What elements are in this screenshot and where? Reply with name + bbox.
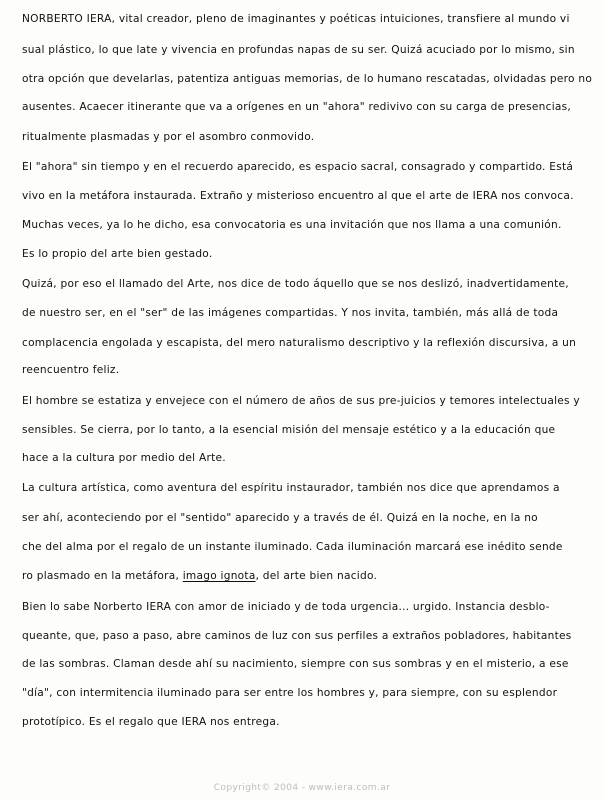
text-line: La cultura artística, como aventura del espíritu instaurador, también nos dice que aprendamos a xyxy=(22,482,560,494)
text-line: che del alma por el regalo de un instante iluminado. Cada iluminación marcará ese inédito sende xyxy=(22,541,563,553)
copyright-footer: Copyright© 2004 - www.iera.com.ar xyxy=(213,783,391,793)
text-line: ser ahí, aconteciendo por el "sentido" aparecido y a través de él. Quizá en la noche, en la no xyxy=(22,512,538,524)
text-line: Muchas veces, ya lo he dicho, esa convocatoria es una invitación que nos llama a una comunión. xyxy=(22,219,562,231)
text-line: de nuestro ser, en el "ser" de las imágenes compartidas. Y nos invita, también, más allá de toda xyxy=(22,307,559,319)
text-line: complacencia engolada y escapista, del mero naturalismo descriptivo y la reflexión discursiva, a un xyxy=(22,337,577,349)
text-line: Quizá, por eso el llamado del Arte, nos dice de todo áquello que se nos deslizó, inadvertidamente, xyxy=(22,278,569,290)
text-line: reencuentro feliz. xyxy=(22,364,120,376)
text-line: El hombre se estatiza y envejece con el número de años de sus pre-juicios y temores intelectuales y xyxy=(22,395,580,407)
text-line: de las sombras. Claman desde ahí su nacimiento, siempre con sus sombras y en el misterio, a ese xyxy=(22,658,569,670)
underlined-phrase: imago ignota xyxy=(182,570,256,582)
text-line: Es lo propio del arte bien gestado. xyxy=(22,248,213,260)
text-line: El "ahora" sin tiempo y en el recuerdo aparecido, es espacio sacral, consagrado y compartido. Está xyxy=(22,161,574,173)
text-line: sensibles. Se cierra, por lo tanto, a la esencial misión del mensaje estético y a la educación que xyxy=(22,424,556,436)
text-line: hace a la cultura por medio del Arte. xyxy=(22,452,226,464)
text-line: ritualmente plasmadas y por el asombro conmovido. xyxy=(22,131,315,143)
text-line: ausentes. Acaecer itinerante que va a orígenes en un "ahora" redivivo con su carga de presencias, xyxy=(22,101,572,113)
text-line: prototípico. Es el regalo que IERA nos entrega. xyxy=(22,716,280,728)
text-line: sual plástico, lo que late y vivencia en profundas napas de su ser. Quizá acuciado por lo mismo, sin xyxy=(22,44,575,56)
text-line: vivo en la metáfora instaurada. Extraño y misterioso encuentro al que el arte de IERA nos convoca. xyxy=(22,190,574,202)
text-line: queante, que, paso a paso, abre caminos de luz con sus perfiles a extraños pobladores, habitantes xyxy=(22,630,572,642)
text-line: otra opción que develarlas, patentiza antiguas memorias, de lo humano rescatadas, olvidadas pero no xyxy=(22,73,593,85)
text-line: NORBERTO IERA, vital creador, pleno de imaginantes y poéticas intuiciones, transfiere al mundo vi xyxy=(22,13,570,25)
text-line: "día", con intermitencia iluminado para ser entre los hombres y, para siempre, con su esplendor xyxy=(22,687,558,699)
text-line: ro plasmado en la metáfora, imago ignota, del arte bien nacido. xyxy=(22,570,378,582)
text-line: Bien lo sabe Norberto IERA con amor de iniciado y de toda urgencia... urgido. Instancia desblo- xyxy=(22,601,550,613)
